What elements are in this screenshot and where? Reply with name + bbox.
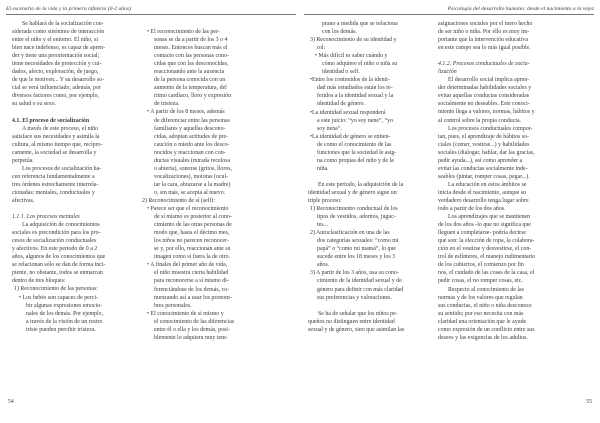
text-line: verdadero desarrollo tenga lugar sobre bbox=[438, 197, 529, 204]
text-line: der determinadas habilidades sociales y bbox=[438, 85, 532, 92]
text-line: ductas visuales (mirada recelosa bbox=[154, 157, 231, 164]
text-line: identidad sexual y de género sigue un bbox=[308, 189, 397, 196]
text-line: bien nace indefenso, es capaz de apren- bbox=[12, 45, 106, 52]
text-line: deseos y las exigencias de los adultos. bbox=[438, 334, 528, 341]
text-line: de los dos años -lo que no significa que bbox=[438, 222, 531, 229]
text-line: de sí mismo es posterior al cono- bbox=[154, 214, 232, 221]
list-item: 2) Autoclasificación en una de las bbox=[310, 230, 390, 237]
text-line: sus preferencias y valoraciones. bbox=[317, 294, 392, 301]
text-line: niña. bbox=[317, 165, 329, 172]
text-line: portante que la intervención educativa bbox=[438, 37, 528, 44]
text-line: soy nena”. bbox=[317, 125, 342, 132]
text-line: camente, la sociedad se desarrolla y bbox=[12, 149, 97, 156]
text-line: inicia desde el nacimiento, aunque su bbox=[438, 189, 527, 196]
text-line: identidad o self. bbox=[322, 69, 360, 76]
text-line: dad más estudiados están los re- bbox=[317, 85, 393, 92]
text-line: satisface sus necesidades y asimila la bbox=[12, 133, 100, 140]
text-line: todo a partir de los dos años. bbox=[438, 206, 506, 213]
text-line: identidad de género. bbox=[317, 101, 365, 108]
text-line: Se ha de señalar que los niños pe- bbox=[318, 310, 398, 317]
text-line: género para definir con más claridad bbox=[317, 286, 404, 293]
list-item: •La identidad sexual responderá bbox=[310, 109, 386, 116]
text-line: reaccionando ante la ausencia bbox=[154, 69, 225, 76]
subsection-heading: 4.1.2. Procesos conductuales de socia- bbox=[438, 61, 530, 68]
text-line: nocidos y reaccionan con con- bbox=[154, 149, 226, 156]
text-line: normas y de los valores que regulan bbox=[438, 294, 523, 301]
text-line: el conocimiento de las diferencias bbox=[154, 318, 235, 325]
text-line: entre él o ella y los demás, posi- bbox=[154, 326, 230, 333]
text-line: el niño muestra cierta habilidad bbox=[154, 270, 229, 277]
page-number-right: 55 bbox=[586, 399, 592, 405]
list-item: • A partir de los 8 meses, además bbox=[147, 109, 225, 116]
text-line: Se hablará de la socialización con- bbox=[22, 21, 104, 27]
list-item: 1) Reconocimiento de las personas: bbox=[14, 286, 98, 293]
text-line: cimiento de las otras personas de bbox=[154, 222, 232, 229]
list-item: 3) Reconocimiento de su identidad y bbox=[310, 37, 397, 44]
text-line: pedir cosas, el no romper cosas, etc. bbox=[438, 278, 523, 285]
left-page-column-1 bbox=[12, 20, 132, 334]
text-line: na como propias del niño y de la bbox=[317, 157, 394, 164]
text-line: menzando así a usar los pronom- bbox=[154, 294, 232, 301]
text-line: A través de este proceso, el niño bbox=[22, 125, 99, 132]
text-line: evitar aquellas conductas consideradas bbox=[438, 93, 530, 100]
text-line: ción en el vestirse y desvestirse, el con- bbox=[438, 246, 532, 253]
text-line: modo que, hasta el décimo mes, bbox=[154, 230, 230, 237]
text-line: o, sin más, se acepta al nuevo. bbox=[154, 189, 226, 196]
text-line: nos, el cuidado de las cosas de la casa, el bbox=[438, 270, 535, 277]
text-line: a este juicio: “yo soy nene”, “yo bbox=[317, 117, 394, 124]
text-line: de los cubiertos, el comienzo por fin bbox=[438, 262, 524, 269]
text-line: cómo adquiere el niño o niña su bbox=[322, 61, 398, 68]
text-line: entre el niño y el entorno. El niño, si bbox=[12, 37, 99, 44]
text-line: perpetúa. bbox=[12, 157, 34, 164]
text-line: asignaciones sociales por el mero hecho bbox=[438, 21, 533, 27]
text-line: vocalizaciones), motoras (ocul- bbox=[154, 173, 229, 180]
text-line: de ser niño o niña. Por ello es muy im- bbox=[438, 29, 530, 36]
text-line: tres órdenes estrechamente interrela- bbox=[12, 181, 99, 188]
text-line: pedir ayuda...), así como aprender a bbox=[438, 157, 523, 164]
header-rule-right bbox=[304, 14, 594, 15]
header-rule-left bbox=[6, 14, 296, 15]
text-line: Los procesos de socialización ha- bbox=[22, 165, 102, 172]
text-line: para reconocerse a sí mismo di- bbox=[154, 278, 229, 285]
text-line: lleguen a completarse- podría decirse bbox=[438, 230, 526, 237]
list-item: 1) Reconocimiento conductual de los bbox=[310, 206, 398, 213]
text-line: como expresión de un conflicto entre sus bbox=[438, 326, 535, 333]
text-line: La adquisición de conocimientos bbox=[22, 222, 100, 229]
section-heading: 4.1. El proceso de socialización bbox=[12, 117, 90, 124]
text-line: tan, pues, el aprendizaje de hábitos so- bbox=[438, 133, 529, 140]
page-number-left: 54 bbox=[8, 399, 14, 405]
text-line: El desarrollo social implica apren- bbox=[448, 77, 530, 84]
subsection-heading: lización bbox=[438, 69, 457, 76]
text-line: piente, no obstante, todos se enmarcan bbox=[12, 270, 103, 277]
list-item: • El conocimiento de sí mismo y bbox=[147, 310, 224, 317]
text-line: cionadas: mentales, conductuales y bbox=[12, 189, 95, 196]
text-line: años. bbox=[317, 262, 330, 269]
text-line: cen referencia fundamentalmente a bbox=[12, 173, 95, 180]
text-line: dados, afecto, exploración, de juego, bbox=[12, 69, 99, 76]
text-line: nales de los demás. Por ejemplo, bbox=[26, 310, 104, 317]
text-line: contacto con las personas cono- bbox=[154, 53, 229, 60]
list-item: • Los bebés son capaces de perci- bbox=[19, 294, 98, 301]
subsection-heading: 1.1.1. Los procesos mentales bbox=[12, 214, 80, 221]
text-line: de que le motiven... Y su desarrollo so- bbox=[12, 77, 105, 84]
text-line: sociales (dialogar, hablar, dar las gracias, bbox=[438, 149, 535, 156]
text-line: de como el conocimiento de las bbox=[317, 141, 392, 148]
text-line: cidas, adoptan actitudes de pre- bbox=[154, 133, 229, 140]
text-line: aumento de la temperatura, del bbox=[154, 85, 227, 92]
right-page-column-2 bbox=[438, 20, 558, 342]
text-line: de diferenciar entre las personas bbox=[154, 117, 230, 124]
text-line: Los aprendizajes que se mantienen bbox=[448, 214, 531, 221]
text-line: feridos a la identidad sexual y la bbox=[317, 93, 394, 100]
text-line: sus conductas, el niño o niña desconoce bbox=[438, 302, 532, 309]
text-line: sexual y de género, sino que asimilan las bbox=[308, 326, 405, 333]
list-item: •Entre los contenidos de la identi- bbox=[310, 77, 390, 84]
left-page-column-2 bbox=[140, 28, 260, 342]
text-line: años, algunos de los conocimientos que bbox=[12, 254, 106, 261]
text-line: der y tiene una preorientación social; bbox=[12, 53, 100, 60]
text-line: triste pueden percibir tristeza. bbox=[26, 326, 97, 333]
text-line: La educación en estos ámbitos se bbox=[448, 181, 527, 188]
right-page bbox=[300, 0, 600, 423]
text-line: cidas que con las desconocidas, bbox=[154, 61, 229, 68]
text-line: con los demás. bbox=[322, 29, 357, 36]
text-line: de la persona conocida con un bbox=[154, 77, 226, 84]
text-line: seables (pintar, romper cosas, pegar...). bbox=[438, 173, 530, 180]
running-head-left: El escenario de la vida y la primera infancia (0-2 años) bbox=[6, 6, 131, 12]
list-item: • A finales del primer año de vida, bbox=[147, 262, 228, 269]
list-item: • Más difícil es saber cuándo y bbox=[315, 53, 388, 60]
text-line: cultura, al mismo tiempo que, recípro- bbox=[12, 141, 103, 148]
text-line: evitar las conductas socialmente inde- bbox=[438, 165, 528, 172]
running-head-right: Psicología del desarrollo humano: desde el nacimiento a la vejez bbox=[447, 6, 594, 12]
text-line: de tristeza. bbox=[154, 101, 180, 108]
text-line: se relacionan sólo se dan de forma inci- bbox=[12, 262, 106, 269]
text-line: sucede entre los 18 meses y los 3 bbox=[317, 254, 396, 261]
text-line: su salud o su sexo. bbox=[12, 101, 57, 108]
text-line: funciones que la sociedad le asig- bbox=[317, 149, 397, 156]
text-line: tiene necesidades de protección y cui- bbox=[12, 61, 102, 68]
text-line: cimiento de la identidad sexual y de bbox=[317, 278, 402, 285]
text-line: blemente lo adquiera muy tem- bbox=[154, 334, 228, 341]
text-line: En este periodo, la adquisición de la bbox=[318, 181, 404, 188]
text-line: meses. Entonces buscan más el bbox=[154, 45, 228, 52]
text-line: Los procesos conductuales compor- bbox=[448, 125, 533, 132]
text-line: siderada como sinónimo de interacción bbox=[12, 29, 105, 36]
text-line: bir algunas expresiones emocio- bbox=[26, 302, 103, 309]
text-line: caución o miedo ante los desco- bbox=[154, 141, 230, 148]
list-item: • El reconocimiento de las per- bbox=[147, 29, 220, 35]
text-line: bres personales. bbox=[154, 302, 192, 309]
text-line: en este campo sea lo más igual posible. bbox=[438, 45, 531, 52]
right-page-column-1 bbox=[308, 20, 428, 334]
text-line: queños no distinguen entre identidad bbox=[308, 318, 395, 325]
text-line: ferenciándose de los demás, co- bbox=[154, 286, 230, 293]
text-line: familiares y aquellas descono- bbox=[154, 125, 226, 132]
text-line: papá” o “como mi mamá”, lo que bbox=[317, 246, 397, 253]
text-line: dentro de tres bloques: bbox=[12, 278, 66, 285]
text-line: prano a medida que se relaciona bbox=[322, 21, 398, 27]
text-line: sonas se da a partir de los 3 o 4 bbox=[154, 37, 228, 44]
text-line: los niños no parecen reconocer- bbox=[154, 238, 229, 245]
text-line: a través de la visión de un rostro bbox=[26, 318, 103, 325]
text-line: trol de esfínteres, el manejo rudimentario bbox=[438, 254, 536, 261]
text-line: miento llega a valores, normas, hábitos y bbox=[438, 109, 535, 116]
text-line: tes... bbox=[317, 222, 328, 229]
list-item: 2) Reconocimiento de sí (self): bbox=[142, 197, 215, 204]
text-line: cial se verá influenciado, además, por bbox=[12, 85, 101, 92]
text-line: socialmente no deseables. Este conoci- bbox=[438, 101, 530, 108]
text-line: que son: la elección de ropa, la colabora- bbox=[438, 238, 535, 245]
text-line: rol: bbox=[317, 45, 326, 52]
text-line: triple proceso: bbox=[308, 197, 342, 204]
text-line: imagen como si fuera la de otro. bbox=[154, 254, 231, 261]
list-item: •La identidad de género se entien- bbox=[310, 133, 391, 140]
text-line: cesos de socialización conductuales bbox=[12, 238, 97, 245]
text-line: dos categorías sexuales: “como mi bbox=[317, 238, 399, 245]
list-item: 3) A partir de los 3 años, usa su cono- bbox=[310, 270, 399, 277]
text-line: o abierta), sonoras (gritos, lloros, bbox=[154, 165, 233, 172]
text-line: al control sobre la propia conducta. bbox=[438, 117, 522, 124]
text-line: claridad una orientación que le ayude bbox=[438, 318, 527, 325]
text-line: tar la cara, abrazarse a la madre) bbox=[154, 181, 231, 188]
text-line: y afectivos. En este periodo de 0 a 2 bbox=[12, 246, 98, 253]
text-line: su sentido; por eso necesita con más bbox=[438, 310, 524, 317]
list-item: • Parece ser que el reconocimiento bbox=[147, 206, 229, 213]
text-line: se y, por ello, reaccionan ante su bbox=[154, 246, 231, 253]
text-line: sociales es precondición para los pro- bbox=[12, 230, 101, 237]
text-line: Respecto al conocimiento de las bbox=[448, 286, 524, 293]
text-line: afectivas. bbox=[12, 197, 35, 204]
text-line: diversos factores como, por ejemplo, bbox=[12, 93, 100, 100]
text-line: ritmo cardíaco, lloro y expresión bbox=[154, 93, 232, 100]
text-line: tipos de vestidos, adornos, juguc- bbox=[317, 214, 396, 221]
text-line: ciales (comer, vestirse...) y habilidades bbox=[438, 141, 530, 148]
